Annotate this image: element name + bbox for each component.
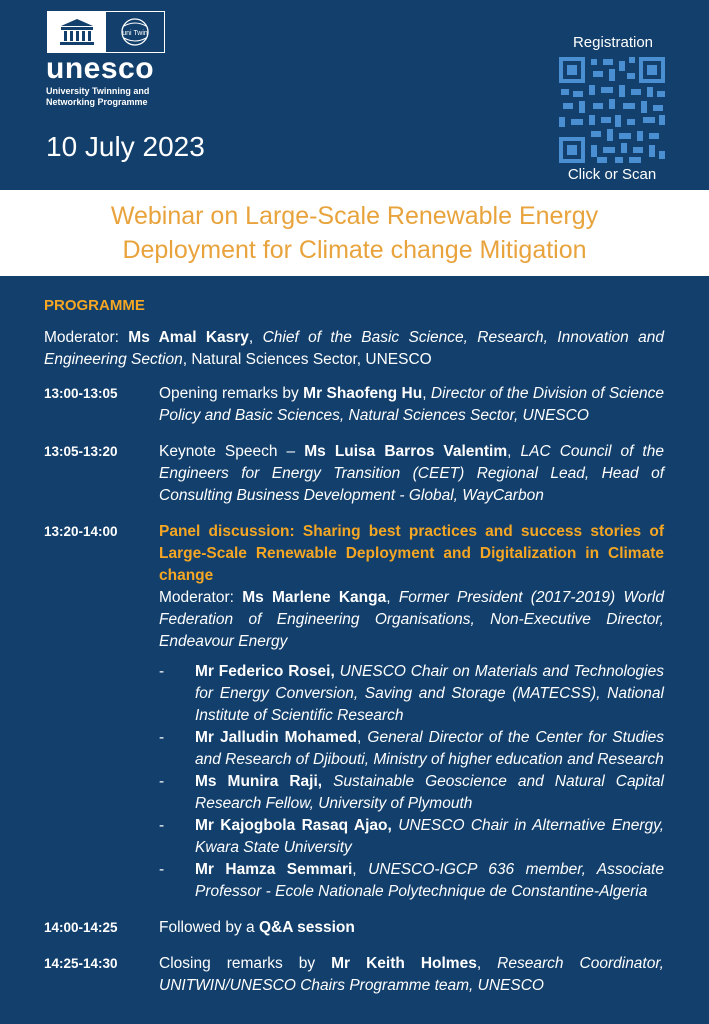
programme-section [44, 295, 664, 1011]
panel-moderator-prefix: Moderator: [159, 589, 243, 606]
programme-heading: PROGRAMME [44, 297, 145, 314]
brand-name: unesco [46, 52, 155, 85]
click-or-scan-label: Click or Scan [567, 166, 657, 183]
panelist-detail: Sustainable Geoscience and Natural Capital Research Fellow, University of Plymouth [195, 773, 664, 812]
agenda-description [159, 917, 664, 939]
panelist-item: - Mr Federico Rosei, UNESCO Chair on Materials and Technologies for Energy Conversion, Saving and Storage (MATECSS), National Institute of Scientific Research [159, 663, 664, 724]
panelist-name: Mr Kajogbola Rasaq Ajao, [195, 817, 392, 834]
panelist-list [159, 661, 664, 903]
agenda-item-closing [44, 953, 664, 997]
unitwin-logo [107, 12, 165, 52]
agenda-lead: Opening remarks by [159, 385, 304, 402]
registration-label: Registration [572, 34, 654, 51]
moderator-role: Chief of the Basic Science, Research, Innovation and Engineering Section [44, 329, 664, 368]
agenda-time: 14:25-14:30 [44, 956, 118, 971]
speaker-detail: LAC Council of the Engineers for Energy Transition (CEET) Regional Lead, Head of Consulting Business Development - Global, WayCarbon [159, 443, 664, 504]
unitwin-logo-text: uni Twin [122, 30, 149, 37]
brand [46, 52, 166, 108]
agenda-description: Opening remarks by Mr Shaofeng Hu, Director of the Division of Science Policy and Basic Sciences, Natural Sciences Sector, UNESCO [159, 385, 664, 424]
agenda-lead: Followed by a [159, 919, 259, 936]
speaker-name: Mr Shaofeng Hu [303, 385, 423, 402]
panelist-detail: General Director of the Center for Studies and Research of Djibouti, Ministry of higher education and Research [195, 729, 664, 768]
panelist-item: - Mr Kajogbola Rasaq Ajao, UNESCO Chair in Alternative Energy, Kwara State University [159, 817, 664, 856]
speaker-name: Ms Luisa Barros Valentim [304, 443, 508, 460]
agenda-description [159, 521, 664, 903]
unesco-temple-logo [48, 12, 107, 52]
panelist-item: - Mr Hamza Semmari, UNESCO-IGCP 636 member, Associate Professor - Ecole Nationale Polytechnique de Constantine-Algeria [159, 861, 664, 900]
moderator-name: Ms Amal Kasry [128, 329, 249, 346]
speaker-detail: Research Coordinator, UNITWIN/UNESCO Chairs Programme team, UNESCO [159, 955, 664, 994]
panel-title: Panel discussion: Sharing best practices and success stories of Large-Scale Renewable Deployment and Digitalization in Climate change [159, 523, 664, 584]
webinar-title: Webinar on Large-Scale Renewable Energy Deployment for Climate change Mitigation [110, 202, 599, 264]
agenda-time: 13:00-13:05 [44, 386, 118, 401]
brand-subtitle: University Twinning and Networking Programme [46, 86, 150, 107]
agenda-item-qa [44, 917, 664, 939]
agenda-description: Keynote Speech – Ms Luisa Barros Valentim, LAC Council of the Engineers for Energy Transition (CEET) Regional Lead, Head of Consulting Business Development - Global, WayCarbon [159, 443, 664, 504]
agenda-description: Closing remarks by Mr Keith Holmes, Research Coordinator, UNITWIN/UNESCO Chairs Programme team, UNESCO [159, 955, 664, 994]
panelist-name: Mr Hamza Semmari [195, 861, 353, 878]
logo-box[interactable] [47, 11, 165, 53]
panel-moderator-detail: Former President (2017-2019) World Federation of Engineering Organisations, Non-Executive Director, Endeavour Energy [159, 589, 664, 650]
panelist-detail: UNESCO Chair in Alternative Energy, Kwara State University [195, 817, 664, 856]
main-moderator: Moderator: Ms Amal Kasry, Chief of the Basic Science, Research, Innovation and Engineering Section, Natural Sciences Sector, UNESCO [44, 329, 664, 368]
agenda-time: 13:05-13:20 [44, 444, 118, 459]
panelist-detail: UNESCO-IGCP 636 member, Associate Professor - Ecole Nationale Polytechnique de Constantine-Algeria [195, 861, 664, 900]
header [0, 0, 709, 190]
panelist-item: - Mr Jalludin Mohamed, General Director of the Center for Studies and Research of Djibouti, Ministry of higher education and Research [159, 729, 664, 768]
panelist-name: Mr Jalludin Mohamed [195, 729, 357, 746]
panelist-name: Ms Munira Raji, [195, 773, 323, 790]
agenda-time: 13:20-14:00 [44, 524, 118, 539]
agenda-item-panel [44, 521, 664, 903]
panelist-name: Mr Federico Rosei, [195, 663, 335, 680]
agenda-lead: Keynote Speech – [159, 443, 305, 460]
speaker-name: Mr Keith Holmes [331, 955, 477, 972]
panelist-detail: UNESCO Chair on Materials and Technologies for Energy Conversion, Saving and Storage (MATECSS), National Institute of Scientific Research [195, 663, 664, 724]
registration-qr-code[interactable] [557, 55, 667, 165]
panel-moderator: Moderator: Ms Marlene Kanga, Former President (2017-2019) World Federation of Engineering Organisations, Non-Executive Director, Endeavour Energy [159, 589, 664, 650]
panelist-item: - Ms Munira Raji, Sustainable Geoscience and Natural Capital Research Fellow, University of Plymouth [159, 773, 664, 812]
agenda-item-opening [44, 383, 664, 427]
moderator-prefix: Moderator: [44, 329, 129, 346]
moderator-suffix: , Natural Sciences Sector, UNESCO [182, 351, 432, 368]
agenda-lead: Closing remarks by [159, 955, 332, 972]
title-banner [0, 190, 709, 276]
event-date: 10 July 2023 [46, 131, 205, 162]
qa-session-label: Q&A session [258, 919, 355, 936]
speaker-detail: Director of the Division of Science Policy and Basic Sciences, Natural Sciences Sector, UNESCO [159, 385, 664, 424]
panel-moderator-name: Ms Marlene Kanga [242, 589, 387, 606]
agenda-time: 14:00-14:25 [44, 920, 118, 935]
agenda-item-keynote [44, 441, 664, 507]
